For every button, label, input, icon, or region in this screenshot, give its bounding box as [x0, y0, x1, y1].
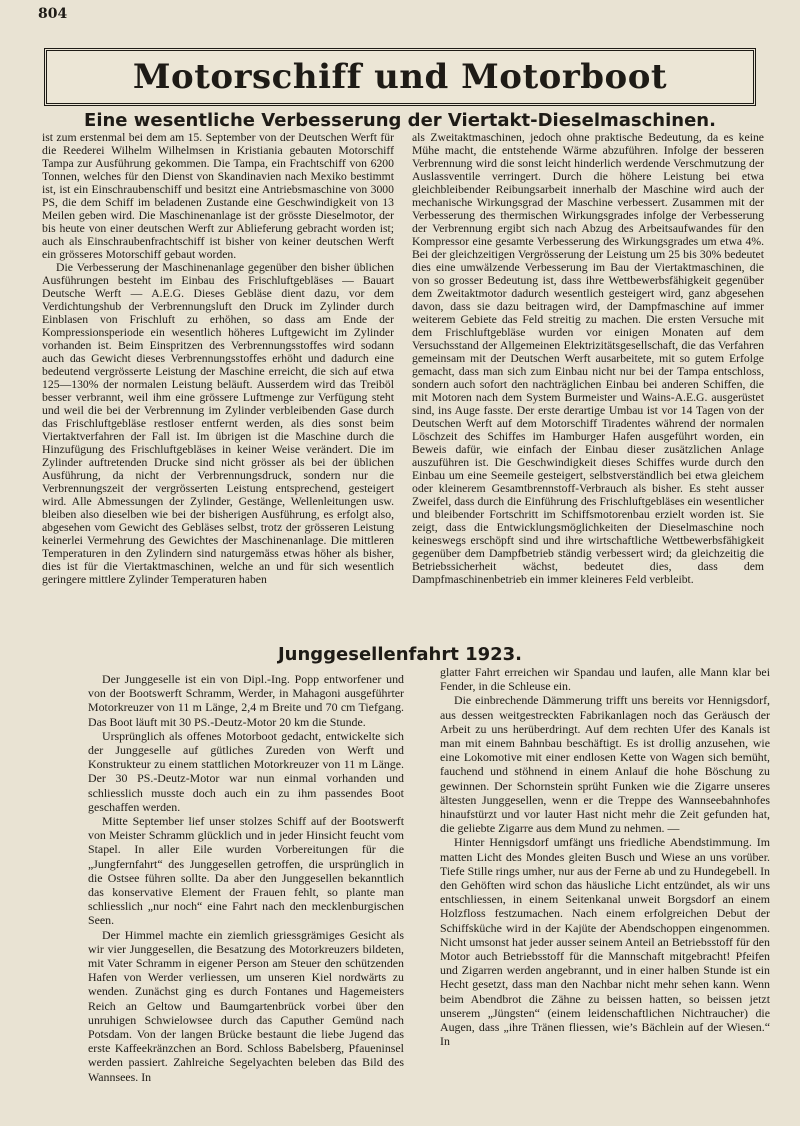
article2-paragraph: Mitte September lief unser stolzes Schiff auf der Bootswerft von Meister Schramm glücklich und in jeder Hinsicht feucht vom Stapel. In aller Eile wurden Vorbereitungen für die „Jungfernfahrt“ des Junggesellen getroffen, die ursprünglich in die Ostsee führen sollte. Da aber den Junggesellen bekanntlich das konservative Element der Frauen fehlt, so plante man schliesslich „nur noch“ eine Fahrt nach den mecklenburgischen Seen.	[88, 814, 404, 928]
article2-paragraph: Der Junggeselle ist ein von Dipl.-Ing. Popp entworfener und von der Bootswerft Schramm, Werder, in Mahagoni ausgeführter Motorkreuzer von 11 m Länge, 2,4 m Breite und 70 cm Tiefgang. Das Boot läuft mit 30 PS.-Deutz-Motor 20 km die Stunde.	[88, 672, 404, 729]
article1-left-column	[42, 131, 394, 634]
page-number: 804	[38, 6, 68, 22]
article2-paragraph: Ursprünglich als offenes Motorboot gedacht, entwickelte sich der Junggeselle auf gütliches Zureden von Werft und Konstrukteur zu einem stattlichen Motorkreuzer von 11 m Länge. Der 30 PS.-Deutz-Motor war nun einmal vorhanden und schliesslich musste doch auch ein zu ihm passendes Boot geschaffen werden.	[88, 728, 404, 814]
article2-title: Junggesellenfahrt 1923.	[277, 644, 523, 665]
article1-paragraph: als Zweitaktmaschinen, jedoch ohne praktische Bedeutung, da es keine Mühe macht, die entstehende Wärme abzuführen. Infolge der besseren Verbrennung wird die sonst leicht hinderlich werdende Verschmutzung der Auslassventile verringert. Durch die höhere Leistung bei etwa gleichbleibender Reibungsarbeit innerhalb der Maschine wird auch der mechanische Wirkungsgrad der Maschine verbessert. Zusammen mit der Verbesserung des thermischen Wirkungsgrades infolge der Verbesserung der Verbrennung ergibt sich nach Abzug des Arbeitsaufwandes für den Kompressor eine gesamte Verbesserung des Wirkungsgrades um etwa 4%. Bei der gleichzeitigen Vergrösserung der Leistung um 25 bis 30% bedeutet dies eine umwälzende Verbesserung im Bau der Viertaktmaschinen, die von so grosser Bedeutung ist, dass ihre Wettbewerbsfähigkeit gegenüber dem Zweitaktmotor dadurch wesentlich gesteigert wird, ganz abgesehen davon, dass sie dazu beitragen wird, der Dampfmaschine auf immer weiterem Gebiete das Feld streitig zu machen. Die ersten Versuche mit dem Frischluftgebläse wurden vor einigen Monaten auf dem Versuchsstand der Allgemeinen Elektrizitätsgesellschaft, die das Verfahren gemeinsam mit der Deutschen Werft ausarbeitete, mit so gutem Erfolge gemacht, dass man sich zum Einbau nicht nur bei der Tampa entschloss, sondern auch sofort den nachträglichen Einbau bei anderen Schiffen, die mit Motoren nach dem System Burmeister und Wains-A.E.G. ausgerüstet sind, ins Auge fasste. Der erste derartige Umbau ist vor 14 Tagen von der Deutschen Werft auf dem Motorschiff Tiradentes während der normalen Löschzeit des Schiffes im Hamburger Hafen ausgeführt worden, ein Beweis dafür, wie einfach der Einbau dieser zusätzlichen Anlage auszuführen ist. Die Geschwindigkeit dieses Schiffes wurde durch den Einbau um eine Seemeile gesteigert, selbstverständlich bei etwa gleichem oder kleinerem Gesamtbrennstoff-Verbrauch als bisher. Es steht ausser Zweifel, dass durch die Einführung des Frischluftgebläses ein wesentlicher und bleibender Fortschritt im Schiffsmotorenbau erzielt worden ist. Sie zeigt, dass die Entwicklungsmöglichkeiten der Dieselmaschine noch keineswegs erschöpft sind und ihre wirtschaftliche Wettbewerbsfähigkeit gegenüber dem Dampfbetrieb ständig verbessert wird; da gleichzeitig die Betriebssicherheit wächst, bedeutet dies, dass dem Dampfmaschinenbetrieb ein immer kleineres Feld verbleibt.	[412, 131, 764, 586]
article2-right-column	[440, 665, 770, 1102]
article1-right-column	[412, 131, 764, 631]
article2-left-column	[88, 672, 404, 1102]
article1-paragraph: Die Verbesserung der Maschinenanlage gegenüber den bisher üblichen Ausführungen besteht im Einbau des Frischluftgebläses — Bauart Deutsche Werft — A.E.G. Dieses Gebläse dient dazu, vor dem Verdichtungshub der Verbrennungsluft den Druck im Zylinder durch Einblasen von Frischluft zu erhöhen, so dass am Ende der Kompressionsperiode ein wesentlich höheres Luftgewicht im Zylinder vorhanden ist. Beim Einspritzen des Verbrennungsstoffes wird sodann auch das Gewicht dieses Verbrennungsstoffes erhöht und dadurch eine bedeutend vergrösserte Leistung der Maschine erreicht, die sich auf etwa 125—130% der normalen Leistung beläuft. Ausserdem wird das Treiböl besser verbrannt, weil ihm eine grössere Luftmenge zur Verfügung steht und weil die bei der Verbrennung im Zylinder verbleibenden Gase durch das Frischluftgebläse restloser entfernt werden, als dies sonst beim Viertaktverfahren der Fall ist. Im übrigen ist die Maschine durch die Hinzufügung des Frischluftgebläses in keiner Weise verändert. Die im Zylinder auftretenden Drucke sind nicht grösser als bei der üblichen Ausführung, da nicht der Verbrennungsdruck, sondern nur die Verbrennungszeit der vergrösserten Leistung entsprechend, gesteigert wird. Alle Abmessungen der Zylinder, Gestänge, Wellenleitungen usw. bleiben also dieselben wie bei der bisherigen Ausführung, es erfolgt also, abgesehen vom Gewicht des Gebläses selbst, trotz der grösseren Leistung keinerlei Vermehrung des Gewichtes der Maschinenanlage. Die mittleren Temperaturen in den Zylindern sind naturgemäss etwas höher als bisher, dies ist für die Viertaktmaschinen, welche an und für sich wesentlich geringere mittlere Zylinder Temperaturen haben	[42, 261, 394, 586]
article2-paragraph: glatter Fahrt erreichen wir Spandau und laufen, alle Mann klar bei Fender, in die Schleuse ein.	[440, 665, 770, 694]
article1-title: Eine wesentliche Verbesserung der Viertakt-Dieselmaschinen.	[84, 110, 716, 131]
article2-paragraph: Hinter Hennigsdorf umfängt uns friedliche Abendstimmung. Im matten Licht des Mondes gleiten Busch und Wiese an uns vorüber. Tiefe Stille rings umher, nur aus der Ferne ab und zu Hundegebell. In den Gehöften wird schon das häusliche Licht entzündet, als wir uns entschliessen, in einem Seitenkanal unweit Borgsdorf an einem Holzfloss festzumachen. Nach einem erfolgreichen Debut der Schiffsküche wird in der Kajüte der Abendschoppen eingenommen. Nicht umsonst hat jeder ausser seinem Anteil an Betriebsstoff für den Motor auch Betriebsstoff für die Mannschaft mitgebracht! Pfeifen und Zigarren werden angebrannt, und in einer halben Stunde ist ein Hecht gesetzt, dass man den Nachbar nicht mehr sehen kann. Wenn beim Abendbrot die Zähne zu beissen hatten, so beissen jetzt unserem „Jüngsten“ (einem leidenschaftlichen Nichtraucher) die Augen, dass „ihre Tränen fliessen, wie’s Bächlein auf der Wiesen.“ In	[440, 835, 770, 1049]
article1-paragraph: ist zum erstenmal bei dem am 15. September von der Deutschen Werft für die Reederei Wilhelm Wilhelmsen in Kristiania gebauten Motorschiff Tampa zur Ausführung gekommen. Die Tampa, ein Frachtschiff von 6200 Tonnen, welches für den Dienst von Skandinavien nach Mexiko bestimmt ist, ist ein Einschraubenschiff und besitzt eine Antriebsmaschine von 3000 PS, die dem Schiff im beladenen Zustande eine Geschwindigkeit von 13 Meilen geben wird. Die Maschinenanlage ist der grösste Dieselmotor, der bis heute von einer deutschen Werft zur Ablieferung gebracht worden ist; auch als Einschraubenfrachtschiff ist bisher von keiner deutschen Werft ein grösseres Motorschiff gebaut worden.	[42, 131, 394, 261]
article2-paragraph: Der Himmel machte ein ziemlich griessgrämiges Gesicht als wir vier Junggesellen, die Besatzung des Motorkreuzers bildeten, mit Vater Schramm in eigener Person am Steuer den schützenden Hafen von Werder verliessen, um unseren Kiel nordwärts zu wenden. Zunächst ging es durch Fontanes und Hagemeisters Reich an Geltow und Baumgartenbrück vorbei über den unruhigen Schwielowsee durch das Caputher Gemünd nach Potsdam. Von der langen Brücke bestaunt die liebe Jugend das erste Kaffeekränzchen an Bord. Schloss Babelsberg, Pfaueninsel werden passiert. Zahlreiche Segelyachten beleben das Bild des Wannsees. In	[88, 927, 404, 1084]
masthead-title: Motorschiff und Motorboot	[132, 57, 668, 97]
masthead-box	[44, 48, 756, 106]
article2-paragraph: Die einbrechende Dämmerung trifft uns bereits vor Hennigsdorf, aus dessen weitgestreckten Fabrikanlagen noch das Geräusch der Arbeit zu uns herüberdringt. Auf dem rechten Ufer des Kanals ist man mit einem Bahnbau beschäftigt. Es ist drollig anzusehen, wie eine Lokomotive mit einer endlosen Kette von Wagen sich bemüht, fauchend und stöhnend in einem Anlauf die hohe Böschung zu gewinnen. Der Schornstein sprüht Funken wie die Zigarre unseres ältesten Junggesellen, wenn er die Treppe des Wannseebahnhofes hinaufstürzt und vor lauter Hast nicht mehr die Zeit gefunden hat, die geliebte Zigarre aus dem Mund zu nehmen. —	[440, 693, 770, 836]
